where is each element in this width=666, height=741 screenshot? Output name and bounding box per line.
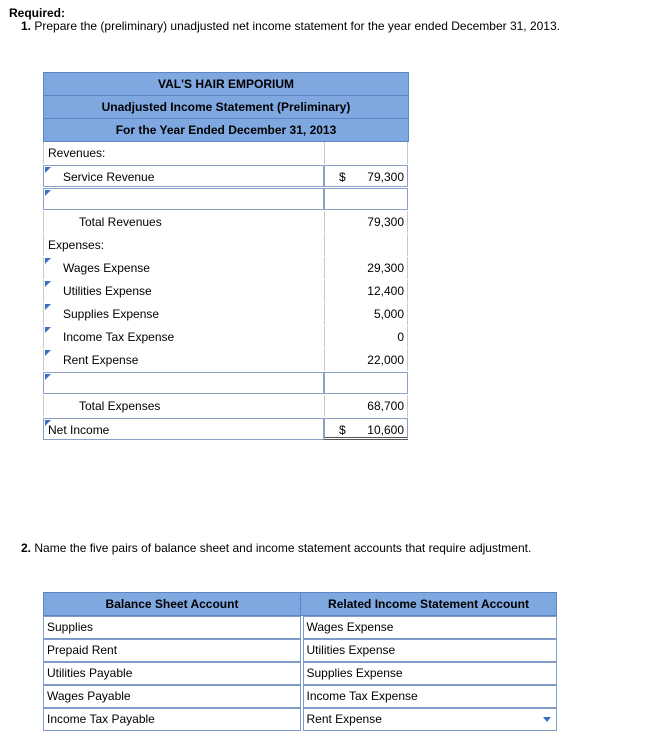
balance-sheet-account-select[interactable]: Supplies	[43, 616, 301, 639]
income-statement-account-select[interactable]: Utilities Expense	[303, 639, 558, 662]
expense-item-amount-input[interactable]	[324, 372, 408, 394]
revenue-item-account-select[interactable]	[43, 188, 324, 210]
expense-item-amount[interactable]: 5,000	[324, 303, 408, 325]
table-row	[43, 616, 557, 639]
revenue-item-row	[43, 165, 409, 188]
revenue-item-amount-input[interactable]	[324, 188, 408, 210]
income-statement-column-header: Related Income Statement Account	[328, 597, 529, 611]
net-income-row	[43, 418, 409, 441]
expense-item-label: Wages Expense	[63, 261, 150, 275]
expense-item-row	[43, 280, 409, 303]
income-statement	[43, 72, 409, 441]
dropdown-marker-icon	[45, 281, 51, 287]
required-heading: Required:	[9, 6, 66, 20]
revenue-item-account-select[interactable]	[43, 165, 324, 187]
dropdown-marker-icon	[45, 350, 51, 356]
total-revenues-amount: 79,300	[324, 211, 408, 233]
balance-sheet-account-select[interactable]: Wages Payable	[43, 685, 301, 708]
expense-item-account-select[interactable]	[43, 326, 324, 348]
net-income-amount-input[interactable]	[324, 418, 408, 440]
expense-item-amount[interactable]: 29,300	[324, 257, 408, 279]
expense-item-amount[interactable]: 22,000	[324, 349, 408, 371]
total-expenses-amount: 68,700	[324, 395, 408, 417]
balance-sheet-account-select[interactable]: Utilities Payable	[43, 662, 301, 685]
question-2	[21, 541, 531, 555]
net-income-account-select[interactable]	[43, 418, 324, 440]
dropdown-marker-icon	[45, 167, 51, 173]
dropdown-marker-icon	[45, 190, 51, 196]
statement-company: VAL'S HAIR EMPORIUM	[43, 72, 409, 95]
table-row	[43, 708, 557, 731]
statement-title: Unadjusted Income Statement (Preliminary)	[43, 95, 409, 118]
dropdown-marker-icon	[45, 304, 51, 310]
question-1	[21, 19, 560, 33]
revenue-item-label: Service Revenue	[63, 170, 155, 184]
expenses-label: Expenses:	[43, 234, 324, 256]
accounts-table-header	[43, 592, 557, 616]
revenues-label-amount	[324, 142, 408, 164]
income-statement-account-select[interactable]: Supplies Expense	[303, 662, 558, 685]
total-expenses-row	[43, 395, 409, 418]
expense-item-account-select[interactable]	[43, 257, 324, 279]
expenses-section-row	[43, 234, 409, 257]
expense-item-amount[interactable]: 0	[324, 326, 408, 348]
expense-item-row	[43, 349, 409, 372]
question-2-text: Name the five pairs of balance sheet and income statement accounts that require adjustment.	[34, 541, 532, 555]
dropdown-marker-icon	[45, 374, 51, 380]
income-statement-account-select[interactable]: Income Tax Expense	[303, 685, 558, 708]
revenues-label: Revenues:	[43, 142, 324, 164]
expense-item-label: Supplies Expense	[63, 307, 160, 321]
balance-sheet-column-header: Balance Sheet Account	[44, 593, 301, 615]
balance-sheet-account-select[interactable]: Prepaid Rent	[43, 639, 301, 662]
income-statement-account-select[interactable]	[303, 708, 558, 731]
revenue-item-row	[43, 188, 409, 211]
dropdown-marker-icon	[45, 420, 51, 426]
question-2-number: 2.	[21, 541, 32, 555]
statement-period: For the Year Ended December 31, 2013	[43, 118, 409, 142]
total-expenses-label: Total Expenses	[43, 395, 324, 417]
table-row	[43, 685, 557, 708]
expense-item-account-select[interactable]	[43, 280, 324, 302]
dropdown-arrow-icon[interactable]	[543, 717, 551, 722]
expenses-label-amount	[324, 234, 408, 256]
expense-item-row	[43, 303, 409, 326]
expense-item-account-select[interactable]	[43, 372, 324, 394]
net-income-amount: 10,600	[367, 423, 404, 437]
expense-item-account-select[interactable]	[43, 303, 324, 325]
expense-item-label: Utilities Expense	[63, 284, 152, 298]
expense-item-row	[43, 372, 409, 395]
currency-symbol: $	[339, 423, 346, 437]
expense-item-label: Income Tax Expense	[63, 330, 175, 344]
revenue-item-amount-input[interactable]	[324, 165, 408, 187]
income-statement-account-select[interactable]: Wages Expense	[303, 616, 558, 639]
table-row	[43, 662, 557, 685]
dropdown-marker-icon	[45, 258, 51, 264]
expense-item-account-select[interactable]	[43, 349, 324, 371]
table-row	[43, 639, 557, 662]
revenue-item-amount: 79,300	[367, 170, 404, 184]
expense-item-row	[43, 326, 409, 349]
question-1-text: Prepare the (preliminary) unadjusted net income statement for the year ended December 31, 2013.	[34, 19, 560, 33]
total-revenues-row	[43, 211, 409, 234]
revenues-section-row	[43, 142, 409, 165]
income-statement-account-value: Rent Expense	[306, 712, 382, 726]
question-1-number: 1.	[21, 19, 32, 33]
expense-item-amount[interactable]: 12,400	[324, 280, 408, 302]
dropdown-marker-icon	[45, 327, 51, 333]
currency-symbol: $	[339, 170, 346, 184]
accounts-table	[43, 592, 557, 731]
total-revenues-label: Total Revenues	[43, 211, 324, 233]
expense-item-label: Rent Expense	[63, 353, 139, 367]
balance-sheet-account-select[interactable]: Income Tax Payable	[43, 708, 301, 731]
expense-item-row	[43, 257, 409, 280]
net-income-label: Net Income	[48, 423, 110, 437]
